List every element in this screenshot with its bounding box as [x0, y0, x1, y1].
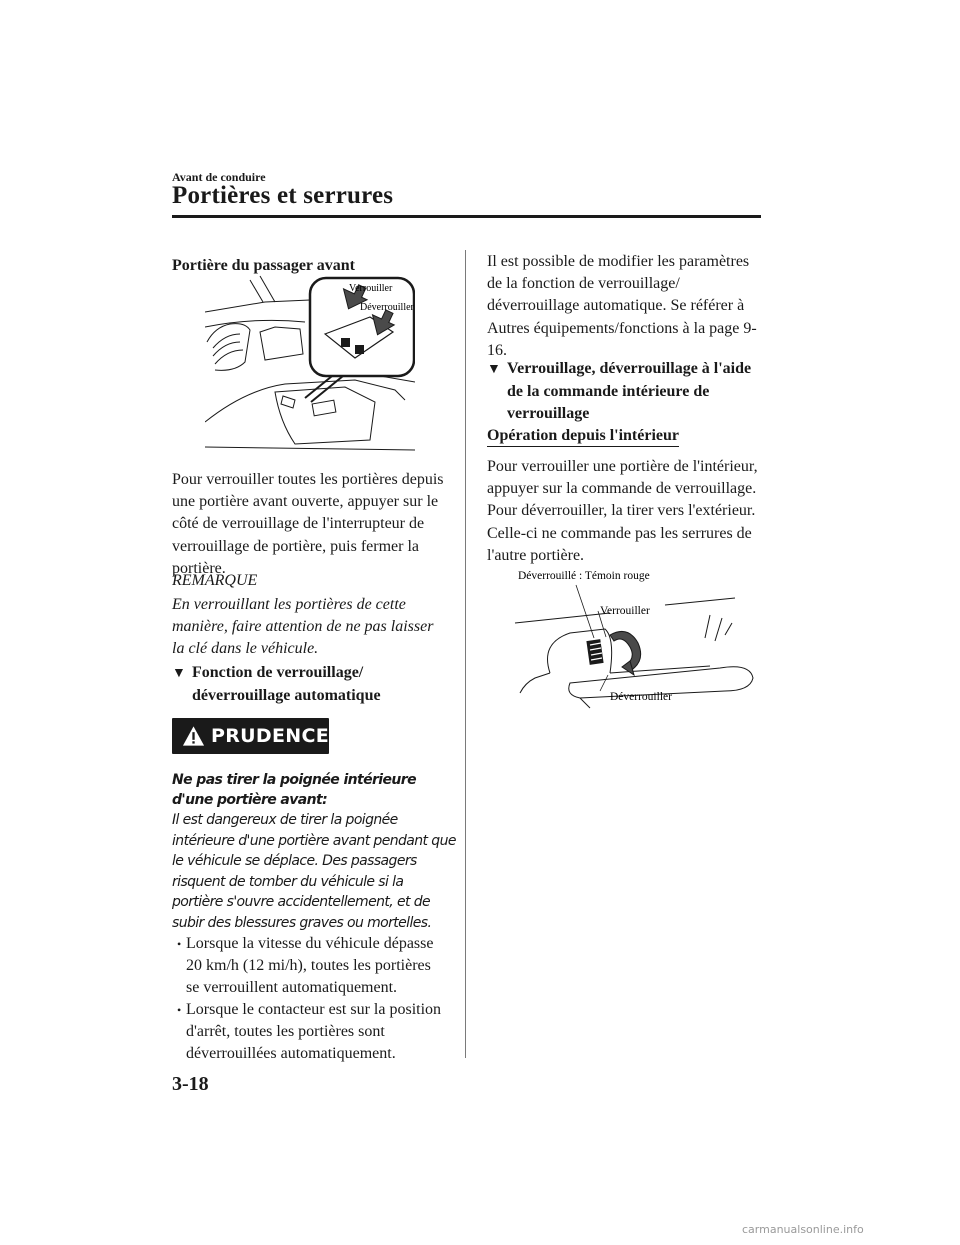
caution-body: Il est dangereux de tirer la poignée intérieure d'une portière avant pendant que le véhicule se déplace. Des passagers risquent de tomber du véhicule si la portière s'ouvre accidentellement, et de subir des blessures graves ou mortelles.: [172, 812, 456, 931]
note-label: REMARQUE: [172, 572, 258, 589]
right-intro: Il est possible de modifier les paramètres de la fonction de verrouillage/ déverrouillage automatique. Se référer à Autres équipements/fonctions à la page 9-16.: [487, 253, 757, 359]
right-heading-line2: de la commande intérieure de: [507, 383, 710, 400]
interior-lock-knob-illustration: [510, 563, 755, 713]
column-divider: [465, 250, 466, 1058]
triangle-marker-icon: ▼: [487, 362, 501, 377]
operation-heading: Opération depuis l'intérieur: [487, 427, 679, 447]
subheading-front-passenger-door: Portière du passager avant: [172, 257, 355, 274]
caution-badge: [172, 718, 329, 754]
fig1-lock-label: Verrouiller: [349, 283, 393, 294]
caution-label: PRUDENCE: [211, 725, 329, 747]
right-heading-line3: verrouillage: [507, 405, 590, 422]
header-rule: [172, 215, 761, 218]
fig1-unlock-label: Déverrouiller: [360, 302, 414, 313]
list-item: [177, 933, 448, 1000]
watermark: carmanualsonline.info: [742, 1223, 864, 1236]
section-heading-auto-lock: [172, 662, 452, 707]
bullet-icon: •: [177, 1003, 182, 1017]
auto-heading-line1: Fonction de verrouillage/: [192, 664, 364, 681]
bullet-text: Lorsque le contacteur est sur la position d'arrêt, toutes les portières sont déverrouillées automatiquement.: [186, 1001, 442, 1063]
warning-triangle-icon: [182, 725, 205, 747]
fig2-lock-label: Verrouiller: [600, 605, 650, 617]
section-label: Avant de conduire: [172, 170, 266, 184]
section-heading-interior-lock: [487, 358, 767, 425]
triangle-marker-icon: ▼: [172, 666, 186, 681]
list-item: [177, 999, 448, 1066]
fig2-unlock-label: Déverrouiller: [610, 691, 672, 703]
bullet-icon: •: [177, 937, 182, 951]
caution-title: Ne pas tirer la poignée intérieure d'une portière avant:: [172, 772, 416, 808]
page-number: 3-18: [172, 1073, 209, 1095]
bullet-text: Lorsque la vitesse du véhicule dépasse 20 km/h (12 mi/h), toutes les portières se verrouillent automatiquement.: [186, 935, 434, 997]
door-lock-switch-illustration: [205, 272, 415, 457]
auto-heading-line2: déverrouillage automatique: [192, 687, 381, 704]
left-paragraph: Pour verrouiller toutes les portières depuis une portière avant ouverte, appuyer sur le côté de verrouillage de l'interrupteur de verrouillage de portière, puis fermer la portière.: [172, 471, 444, 577]
fig2-indicator-label: Déverrouillé : Témoin rouge: [518, 570, 650, 582]
right-paragraph: Pour verrouiller une portière de l'intérieur, appuyer sur la commande de verrouillage. Pour déverrouiller, la tirer vers l'extérieur. Celle-ci ne commande pas les serrures de l'autre portière.: [487, 458, 758, 564]
right-heading-line1: Verrouillage, déverrouillage à l'aide: [507, 360, 752, 377]
note-text: En verrouillant les portières de cette manière, faire attention de ne pas laisser la clé dans le véhicule.: [172, 596, 434, 658]
chapter-title: Portières et serrures: [172, 182, 394, 209]
